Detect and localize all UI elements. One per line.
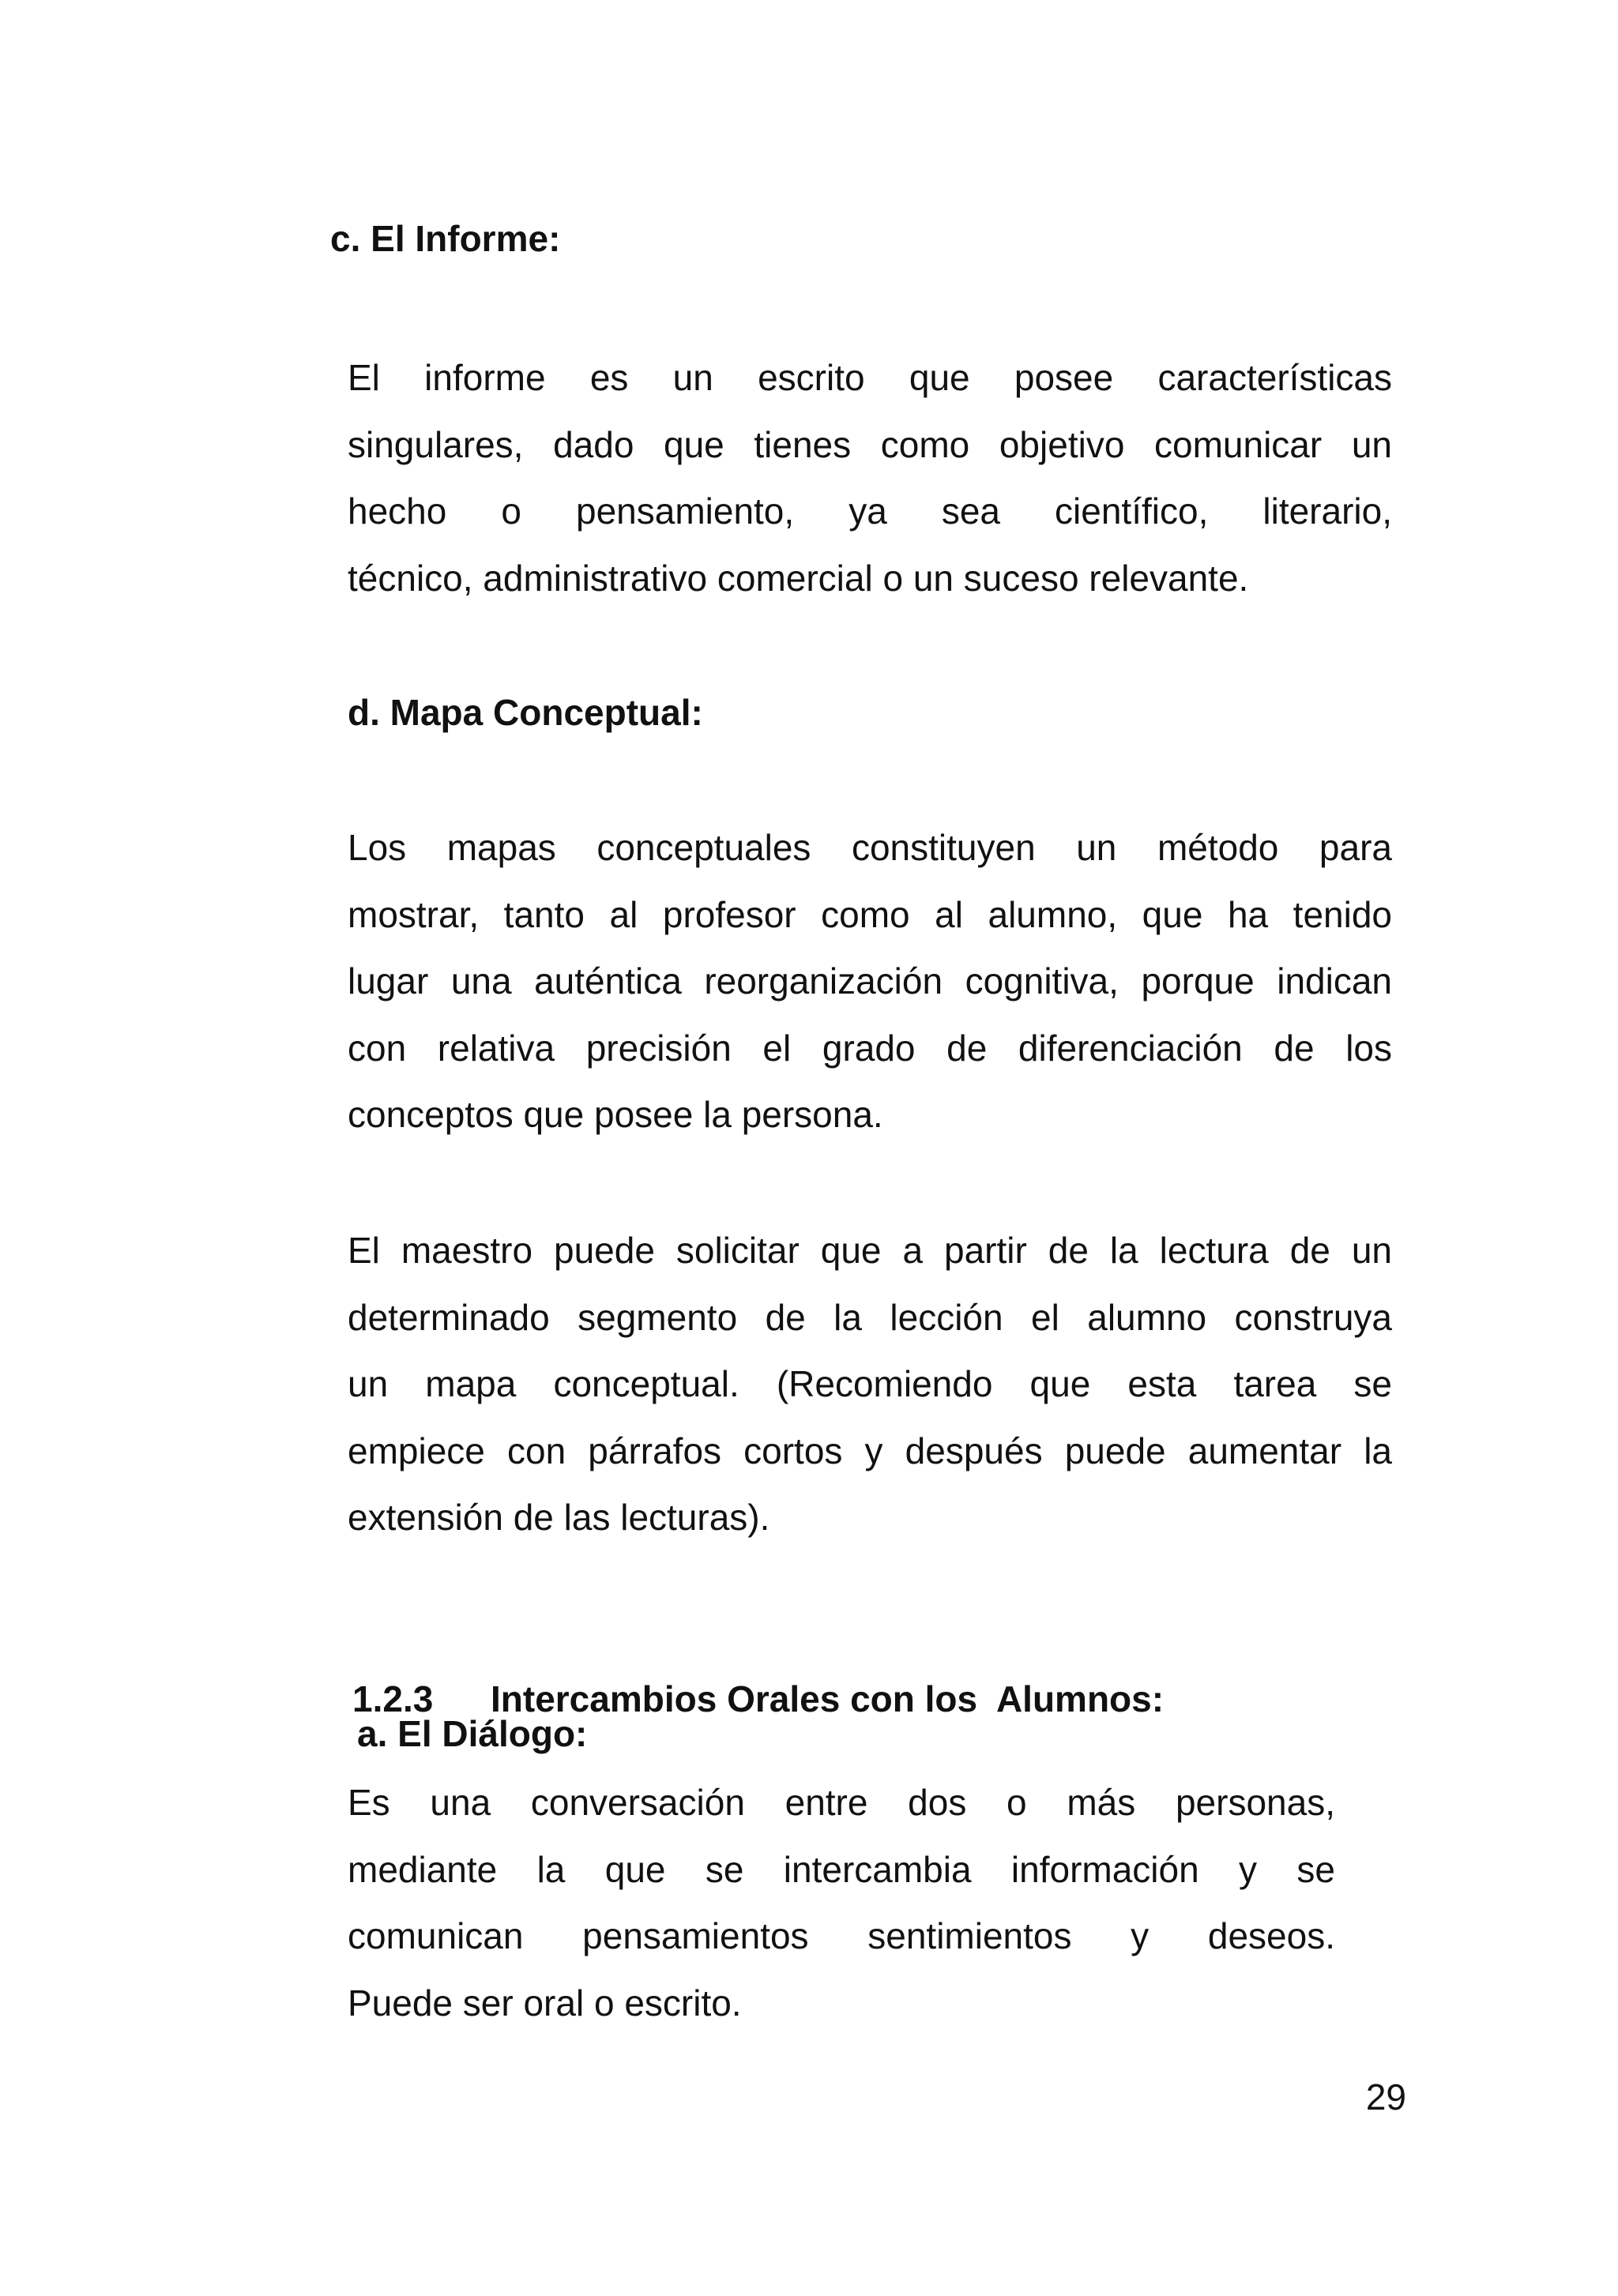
paragraph-informe: [348, 344, 1392, 611]
text-line: lugar una auténtica reorganización cognitiva, porque indican: [348, 960, 1392, 1001]
text-line: El informe es un escrito que posee características: [348, 357, 1392, 398]
text-line: extensión de las lecturas).: [348, 1497, 770, 1538]
section-number: 1.2.3: [352, 1678, 434, 1720]
paragraph-dialogo: [348, 1769, 1335, 2036]
text-line: conceptos que posee la persona.: [348, 1094, 883, 1135]
text-line: mediante la que se intercambia información y se: [348, 1848, 1335, 1890]
heading-el-dialogo: a. El Diálogo:: [357, 1713, 588, 1754]
page-number: 29: [1365, 2076, 1406, 2118]
text-line: con relativa precisión el grado de diferenciación de los: [348, 1027, 1392, 1069]
text-line: Es una conversación entre dos o más personas,: [348, 1782, 1335, 1823]
text-line: empiece con párrafos cortos y después puede aumentar la: [348, 1430, 1392, 1471]
heading-el-informe: c. El Informe:: [330, 218, 561, 259]
text-line: técnico, administrativo comercial o un suceso relevante.: [348, 557, 1249, 599]
text-line: un mapa conceptual. (Recomiendo que esta tarea se: [348, 1363, 1392, 1404]
text-line: Puede ser oral o escrito.: [348, 1982, 742, 2024]
text-line: comunican pensamientos sentimientos y deseos.: [348, 1915, 1335, 1956]
paragraph-mapa-2: [348, 1217, 1392, 1551]
text-line: singulares, dado que tienes como objetivo comunicar un: [348, 423, 1392, 465]
text-line: Los mapas conceptuales constituyen un método para: [348, 827, 1392, 868]
text-line: hecho o pensamiento, ya sea científico, literario,: [348, 490, 1392, 532]
text-line: mostrar, tanto al profesor como al alumno, que ha tenido: [348, 893, 1392, 935]
heading-mapa-conceptual: d. Mapa Conceptual:: [348, 692, 703, 733]
text-line: El maestro puede solicitar que a partir de la lectura de un: [348, 1230, 1392, 1271]
text-line: determinado segmento de la lección el alumno construya: [348, 1296, 1392, 1338]
section-title: Intercambios Orales con los Alumnos:: [491, 1678, 1165, 1720]
paragraph-mapa-1: [348, 814, 1392, 1148]
